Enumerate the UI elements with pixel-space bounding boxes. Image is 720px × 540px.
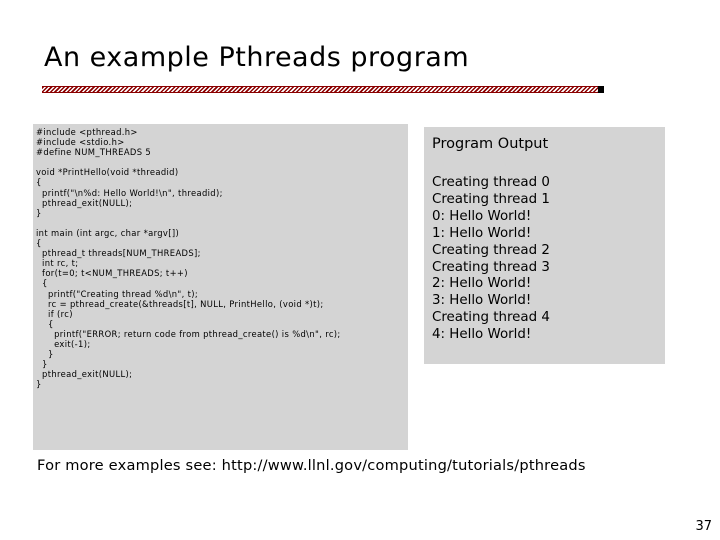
output-line: 1: Hello World!	[432, 225, 532, 241]
code-line: {	[36, 238, 42, 249]
code-line: for(t=0; t<NUM_THREADS; t++)	[36, 268, 188, 279]
code-line: pthread_t threads[NUM_THREADS];	[36, 248, 201, 259]
output-line: 3: Hello World!	[432, 293, 532, 309]
code-line: int rc, t;	[36, 258, 79, 269]
program-output-box	[424, 127, 665, 364]
code-line: }	[36, 207, 42, 218]
code-line: {	[36, 278, 48, 289]
output-line: Creating thread 1	[432, 191, 550, 207]
page-number: 37	[695, 519, 712, 534]
code-line: #include <stdio.h>	[36, 137, 125, 148]
code-line: }	[36, 359, 48, 370]
code-line: printf("Creating thread %d\n", t);	[36, 288, 199, 299]
output-line: 0: Hello World!	[432, 208, 532, 224]
output-line: Creating thread 0	[432, 175, 550, 190]
code-line: {	[36, 318, 54, 329]
output-line: 2: Hello World!	[432, 276, 532, 292]
code-listing	[36, 127, 405, 389]
code-listing-box	[33, 124, 408, 450]
more-examples-note: For more examples see: http://www.llnl.gov/computing/tutorials/pthreads	[37, 457, 586, 474]
code-line: #include <pthread.h>	[36, 127, 138, 137]
code-line: void *PrintHello(void *threadid)	[36, 167, 179, 178]
title-underline	[42, 86, 602, 93]
output-line: 4: Hello World!	[432, 327, 532, 343]
code-line: }	[36, 349, 54, 360]
output-line: Creating thread 2	[432, 242, 550, 258]
code-line: {	[36, 177, 42, 188]
code-line: int main (int argc, char *argv[])	[36, 227, 180, 238]
output-line: Creating thread 3	[432, 259, 550, 275]
output-line: Creating thread 4	[432, 310, 550, 326]
code-line: pthread_exit(NULL);	[36, 197, 133, 208]
slide-title: An example Pthreads program	[44, 42, 470, 73]
code-line: printf("\n%d: Hello World!\n", threadid);	[36, 187, 223, 198]
code-line: if (rc)	[36, 308, 73, 319]
program-output-title: Program Output	[432, 136, 549, 152]
code-line: exit(-1);	[36, 338, 91, 349]
code-line: }	[36, 379, 42, 390]
title-underline-end	[598, 86, 604, 93]
code-line: pthread_exit(NULL);	[36, 369, 133, 380]
code-line: printf("ERROR; return code from pthread_create() is %d\n", rc);	[36, 328, 341, 339]
program-output-lines	[432, 175, 657, 344]
code-line: rc = pthread_create(&threads[t], NULL, PrintHello, (void *)t);	[36, 298, 324, 309]
code-line: #define NUM_THREADS 5	[36, 147, 152, 158]
